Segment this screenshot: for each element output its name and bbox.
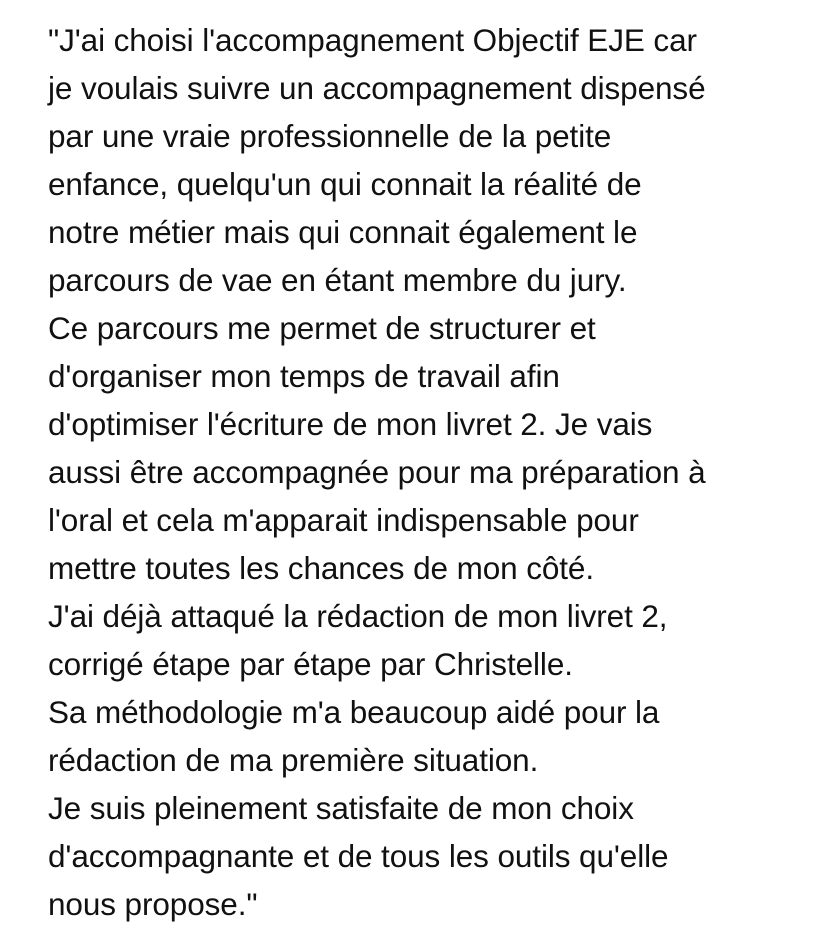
testimonial-text <box>48 16 818 928</box>
testimonial-line: d'optimiser l'écriture de mon livret 2. Je vais <box>48 406 653 442</box>
testimonial-line: nous propose." <box>48 886 258 922</box>
testimonial-line: rédaction de ma première situation. <box>48 742 539 778</box>
testimonial-line: d'accompagnante et de tous les outils qu'elle <box>48 838 669 874</box>
testimonial-line: notre métier mais qui connait également le <box>48 214 638 250</box>
testimonial-line: Sa méthodologie m'a beaucoup aidé pour la <box>48 694 660 730</box>
testimonial-line: J'ai déjà attaqué la rédaction de mon livret 2, <box>48 598 668 634</box>
testimonial-line: mettre toutes les chances de mon côté. <box>48 550 594 586</box>
testimonial-line: Ce parcours me permet de structurer et <box>48 310 596 346</box>
testimonial-line: je voulais suivre un accompagnement dispensé <box>48 70 706 106</box>
testimonial-line: par une vraie professionnelle de la petite <box>48 118 612 154</box>
testimonial-line: enfance, quelqu'un qui connait la réalité de <box>48 166 642 202</box>
testimonial-line: parcours de vae en étant membre du jury. <box>48 262 627 298</box>
testimonial-line: Je suis pleinement satisfaite de mon choix <box>48 790 634 826</box>
testimonial-line: l'oral et cela m'apparait indispensable pour <box>48 502 639 538</box>
testimonial-line: aussi être accompagnée pour ma préparation à <box>48 454 706 490</box>
testimonial-line: d'organiser mon temps de travail afin <box>48 358 560 394</box>
testimonial-line: corrigé étape par étape par Christelle. <box>48 646 573 682</box>
testimonial-line: "J'ai choisi l'accompagnement Objectif EJE car <box>48 22 697 58</box>
